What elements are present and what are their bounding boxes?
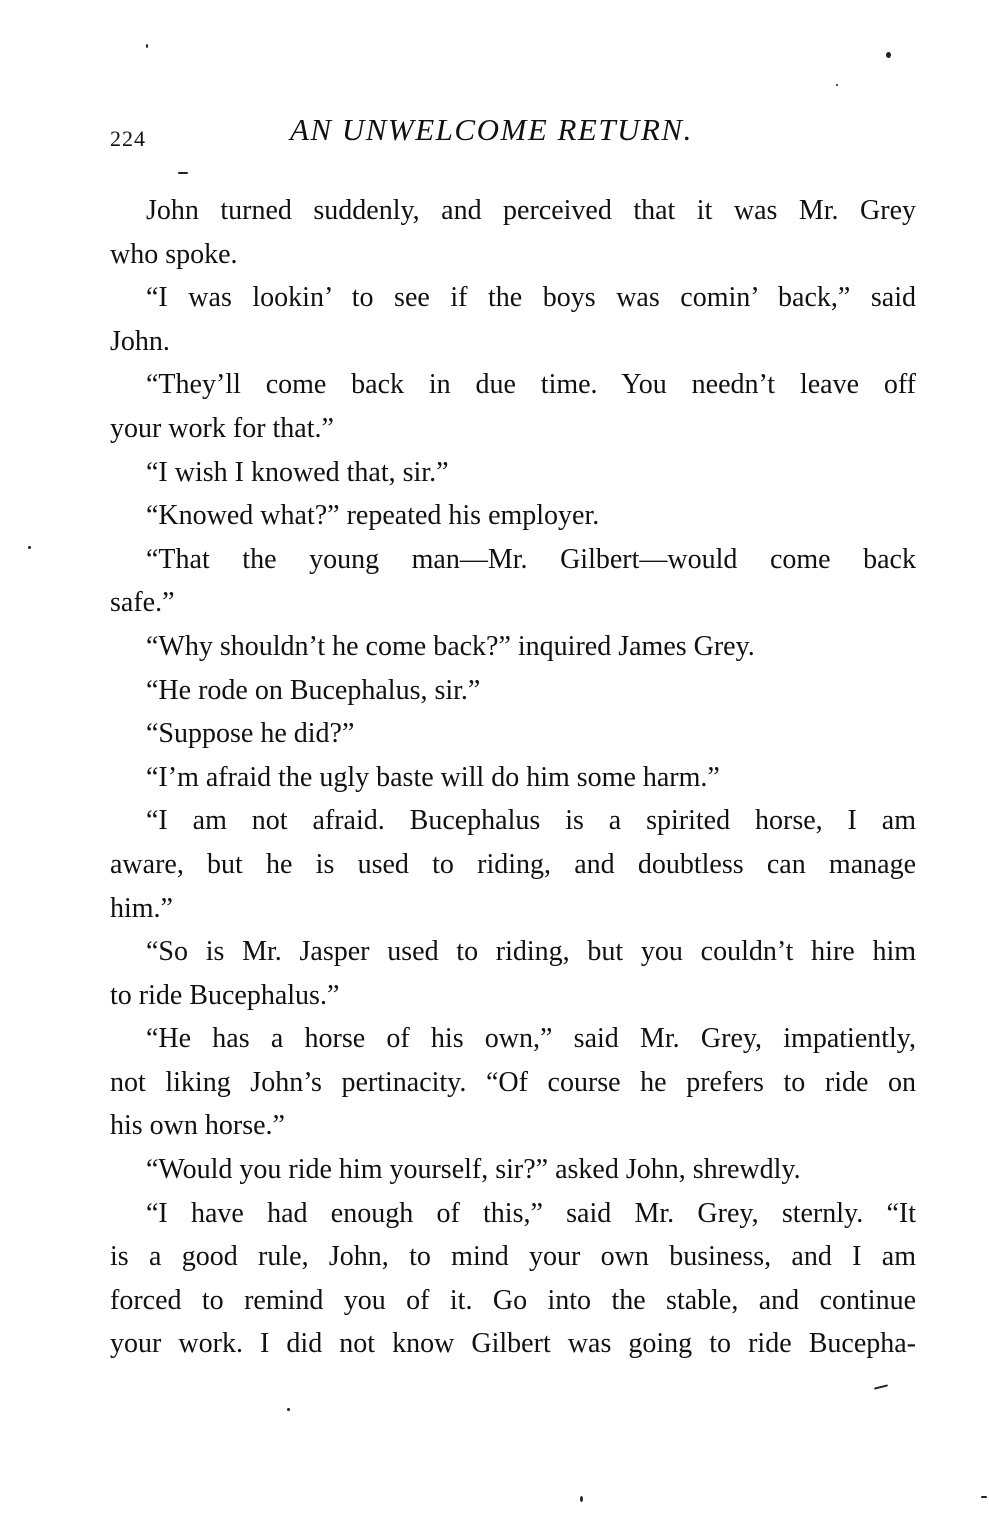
text-line: “I wish I knowed that, sir.” bbox=[146, 456, 449, 488]
text-line: “So is Mr. Jasper used to riding, but you couldn’t hire him bbox=[146, 936, 916, 968]
text-line: “That the young man—Mr. Gilbert—would come back bbox=[146, 543, 916, 575]
running-title: AN UNWELCOME RETURN. bbox=[290, 112, 693, 147]
text-line: “I’m afraid the ugly baste will do him some harm.” bbox=[146, 761, 720, 793]
scan-speck bbox=[146, 44, 148, 48]
text-line: who spoke. bbox=[110, 238, 238, 270]
text-line: John. bbox=[110, 325, 170, 357]
text-line: “Would you ride him yourself, sir?” asked John, shrewdly. bbox=[146, 1154, 801, 1186]
scan-speck bbox=[287, 1408, 290, 1411]
text-line: “I was lookin’ to see if the boys was comin’ back,” said bbox=[146, 282, 916, 314]
text-line: aware, but he is used to riding, and doubtless can manage bbox=[110, 848, 916, 880]
page-header bbox=[110, 112, 916, 156]
scan-speck bbox=[886, 52, 891, 58]
scan-speck bbox=[836, 84, 838, 86]
text-line: is a good rule, John, to mind your own business, and I am bbox=[110, 1241, 916, 1273]
text-line: to ride Bucephalus.” bbox=[110, 979, 340, 1011]
text-line: “Why shouldn’t he come back?” inquired James Grey. bbox=[146, 630, 755, 662]
text-line: him.” bbox=[110, 892, 173, 924]
text-line: your work. I did not know Gilbert was going to ride Bucepha- bbox=[110, 1328, 916, 1360]
text-line: “He has a horse of his own,” said Mr. Grey, impatiently, bbox=[146, 1023, 916, 1055]
text-line: “He rode on Bucephalus, sir.” bbox=[146, 674, 481, 706]
text-line: your work for that.” bbox=[110, 412, 334, 444]
scan-speck bbox=[981, 1496, 987, 1498]
text-line: “I have had enough of this,” said Mr. Grey, sternly. “It bbox=[146, 1197, 916, 1229]
scan-speck bbox=[178, 172, 188, 174]
text-line: “They’ll come back in due time. You needn’t leave off bbox=[146, 369, 916, 401]
text-line: “Knowed what?” repeated his employer. bbox=[146, 500, 600, 532]
text-line: John turned suddenly, and perceived that it was Mr. Grey bbox=[146, 195, 916, 226]
page-number: 224 bbox=[110, 126, 146, 151]
scan-speck bbox=[28, 546, 31, 549]
body-text bbox=[110, 189, 916, 1366]
text-line: safe.” bbox=[110, 587, 175, 619]
scan-speck bbox=[874, 1384, 888, 1389]
text-line: “I am not afraid. Bucephalus is a spirited horse, I am bbox=[146, 805, 916, 837]
text-line: not liking John’s pertinacity. “Of course he prefers to ride on bbox=[110, 1066, 916, 1098]
text-line: forced to remind you of it. Go into the stable, and continue bbox=[110, 1284, 916, 1316]
scan-speck bbox=[580, 1496, 583, 1502]
text-line: “Suppose he did?” bbox=[146, 718, 355, 750]
text-line: his own horse.” bbox=[110, 1110, 285, 1142]
